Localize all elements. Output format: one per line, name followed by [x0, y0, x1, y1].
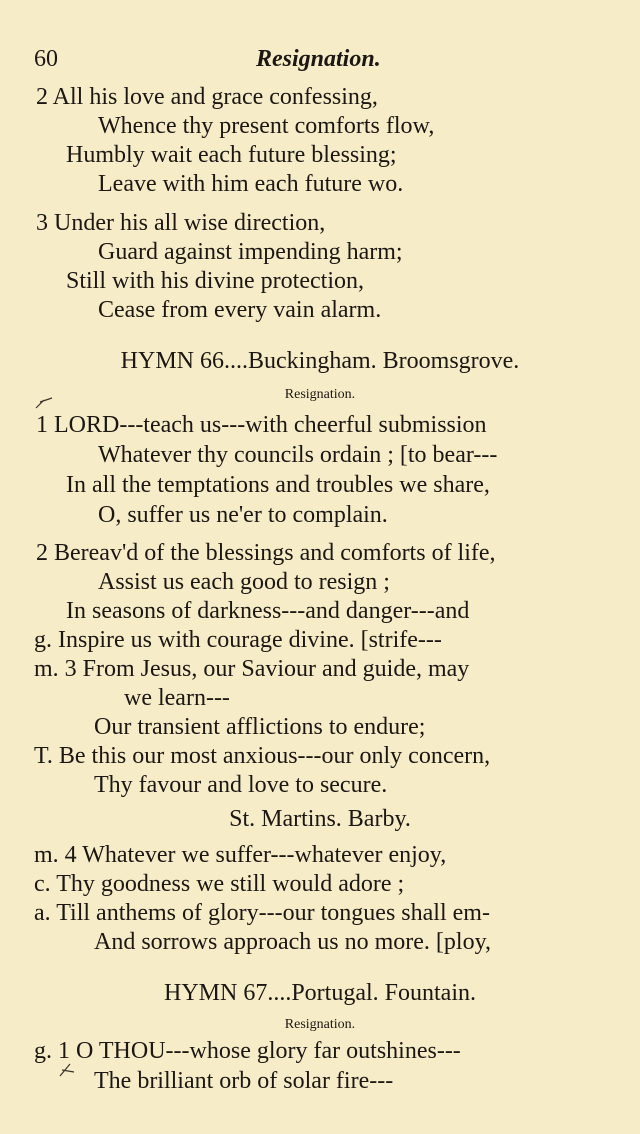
verse-line: Still with his divine protection,: [66, 268, 364, 294]
verse-line: 2 Bereav'd of the blessings and comforts of life,: [36, 540, 496, 566]
verse-line: g. Inspire us with courage divine. [strife---: [34, 627, 442, 653]
verse-line: 3 Under his all wise direction,: [36, 210, 326, 236]
verse-line: Assist us each good to resign ;: [98, 569, 390, 595]
running-title: Resignation.: [256, 46, 381, 72]
verse-line: And sorrows approach us no more. [ploy,: [94, 929, 492, 955]
verse-line: T. Be this our most anxious---our only concern,: [34, 743, 491, 769]
verse-line: In all the temptations and troubles we share,: [66, 472, 490, 498]
verse-line: Humbly wait each future blessing;: [66, 142, 397, 168]
verse-line: Guard against impending harm;: [98, 239, 403, 265]
hymn-heading: HYMN 67....Portugal. Fountain.: [164, 980, 476, 1006]
verse-line: Cease from every vain alarm.: [98, 297, 382, 323]
verse-line: we learn---: [124, 685, 230, 711]
verse-line: In seasons of darkness---and danger---and: [66, 598, 470, 624]
verse-line: Whatever thy councils ordain ; [to bear---: [98, 442, 498, 468]
tune-names: St. Martins. Barby.: [229, 806, 411, 832]
verse-line: The brilliant orb of solar fire---: [94, 1068, 394, 1094]
verse-line: 2 All his love and grace confessing,: [36, 84, 378, 110]
verse-line: a. Till anthems of glory---our tongues shall em-: [34, 900, 490, 926]
hymn-subject: Resignation.: [284, 1017, 356, 1032]
pencil-mark-icon: [34, 396, 56, 410]
hymn-subject: Resignation.: [284, 387, 356, 402]
verse-line: g. 1 O THOU---whose glory far outshines---: [34, 1038, 461, 1064]
verse-line: m. 3 From Jesus, our Saviour and guide, may: [34, 656, 470, 682]
hymn-heading: HYMN 66....Buckingham. Broomsgrove.: [120, 348, 520, 374]
verse-line: m. 4 Whatever we suffer---whatever enjoy,: [34, 842, 447, 868]
verse-line: 1 LORD---teach us---with cheerful submission: [36, 412, 487, 438]
verse-line: Whence thy present comforts flow,: [98, 113, 435, 139]
pencil-mark-icon: [56, 1060, 78, 1080]
verse-line: Our transient afflictions to endure;: [94, 714, 426, 740]
verse-line: O, suffer us ne'er to complain.: [98, 502, 388, 528]
verse-line: Thy favour and love to secure.: [94, 772, 388, 798]
verse-line: c. Thy goodness we still would adore ;: [34, 871, 405, 897]
page-number: 60: [34, 46, 58, 72]
verse-line: Leave with him each future wo.: [98, 171, 404, 197]
